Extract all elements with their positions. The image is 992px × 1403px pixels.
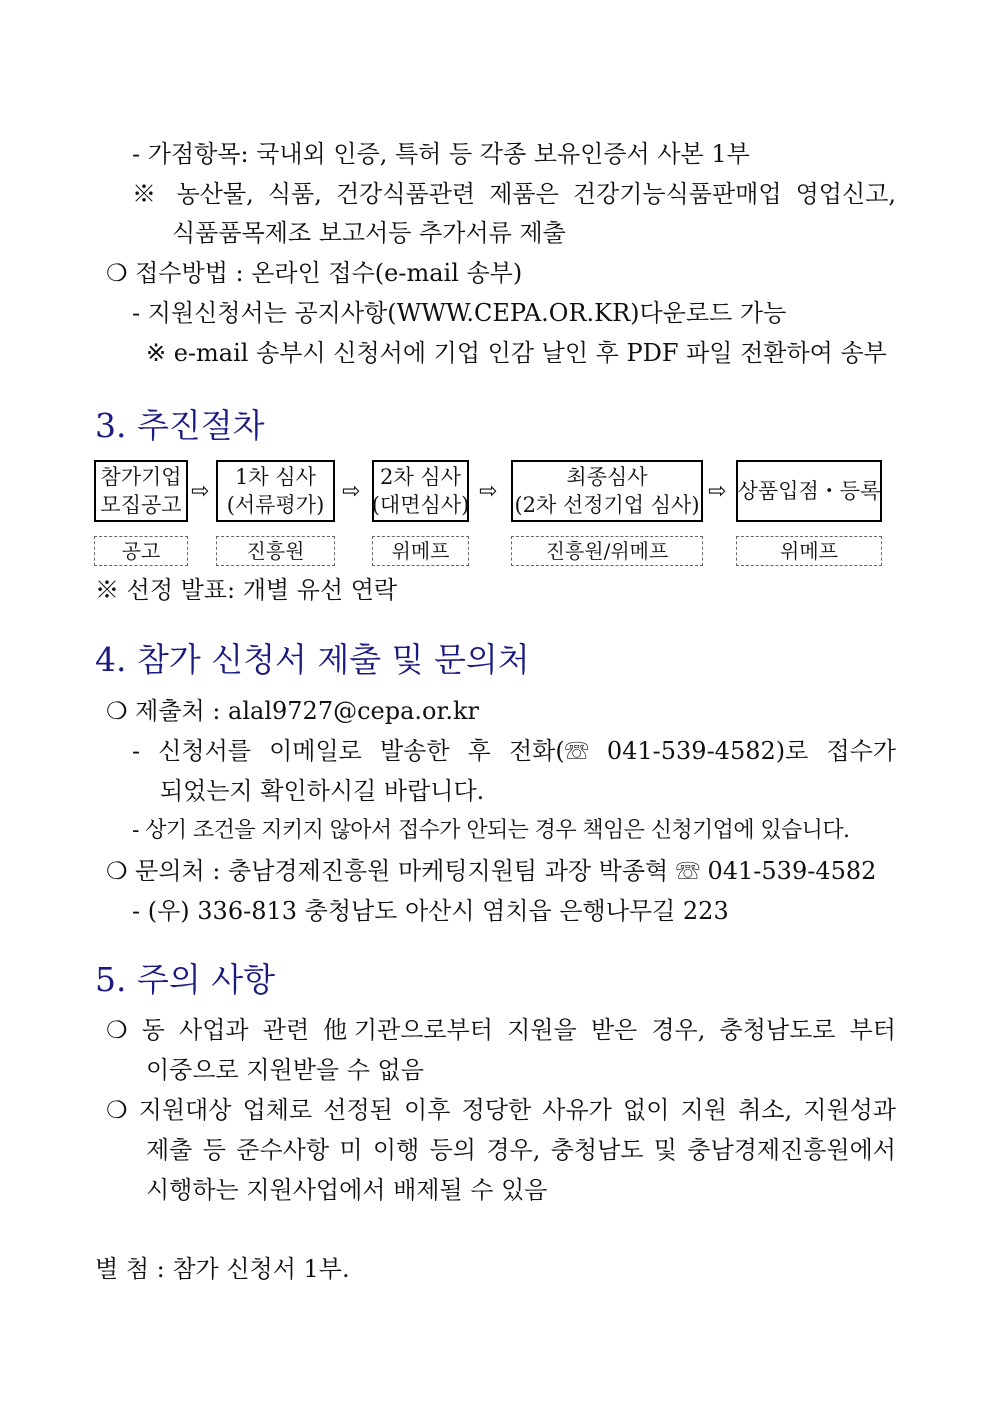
- caution-item-2-cont1: 제출 등 준수사항 미 이행 등의 경우, 충청남도 및 충남경제진흥원에서: [146, 1136, 896, 1164]
- process-step-5: [736, 460, 882, 522]
- process-step-4-line2: (2차 선정기업 심사): [514, 493, 700, 517]
- process-step-4-line1: 최종심사: [566, 465, 648, 489]
- section-3-title: 3. 추진절차: [95, 406, 265, 445]
- caution-item-1: ❍ 동 사업과 관련 他기관으로부터 지원을 받은 경우, 충청남도로 부터: [106, 1016, 896, 1044]
- food-products-note: ※ 농산물, 식품, 건강식품관련 제품은 건강기능식품판매업 영업신고,: [132, 180, 896, 208]
- submission-confirm-note-cont: 되었는지 확인하시길 바랍니다.: [160, 777, 485, 805]
- responsibility-note: - 상기 조건을 지키지 않아서 접수가 안되는 경우 책임은 신청기업에 있습니다.: [132, 818, 850, 843]
- section-4-title: 4. 참가 신청서 제출 및 문의처: [95, 640, 530, 679]
- process-step-1-org: 공고: [94, 536, 188, 566]
- process-step-3-org: 위메프: [372, 536, 469, 566]
- process-step-3-line2: (대면심사): [371, 493, 470, 517]
- process-step-2-line1: 1차 심사: [235, 465, 316, 489]
- process-step-3: [372, 460, 469, 522]
- submission-method-note: ※ e-mail 송부시 신청서에 기업 인감 날인 후 PDF 파일 전환하여 송부: [146, 339, 887, 367]
- process-step-4-org: 진흥원/위메프: [511, 536, 703, 566]
- contact-info: ❍ 문의처 : 충남경제진흥원 마케팅지원팀 과장 박종혁 ☏ 041-539-4582: [106, 857, 877, 885]
- section-5-title: 5. 주의 사항: [95, 960, 275, 999]
- caution-item-2: ❍ 지원대상 업체로 선정된 이후 정당한 사유가 없이 지원 취소, 지원성과: [106, 1096, 896, 1124]
- arrow-right-icon: ⇨: [708, 479, 727, 504]
- process-step-5-org: 위메프: [736, 536, 882, 566]
- postal-address: - (우) 336-813 충청남도 아산시 염치읍 은행나무길 223: [132, 897, 729, 925]
- arrow-right-icon: ⇨: [479, 479, 498, 504]
- submission-confirm-note: - 신청서를 이메일로 발송한 후 전화(☏ 041-539-4582)로 접수가: [132, 737, 896, 765]
- bonus-items-line: - 가점항목: 국내외 인증, 특허 등 각종 보유인증서 사본 1부: [132, 140, 750, 168]
- submission-method: ❍ 접수방법 : 온라인 접수(e-mail 송부): [106, 259, 523, 287]
- submission-address: ❍ 제출처 : alal9727@cepa.or.kr: [106, 697, 479, 725]
- arrow-right-icon: ⇨: [191, 479, 210, 504]
- process-step-5-line1: 상품입점・등록: [737, 479, 881, 503]
- submission-method-sub: - 지원신청서는 공지사항(WWW.CEPA.OR.KR)다운로드 가능: [132, 299, 787, 327]
- selection-announcement-note: ※ 선정 발표: 개별 유선 연락: [95, 576, 398, 604]
- process-step-3-line1: 2차 심사: [380, 465, 461, 489]
- process-step-4: [511, 460, 703, 522]
- process-step-2-org: 진흥원: [216, 536, 335, 566]
- process-step-1: [94, 460, 188, 522]
- process-step-1-line1: 참가기업: [100, 465, 182, 489]
- process-step-1-line2: 모집공고: [100, 493, 182, 517]
- process-step-2-line2: (서류평가): [226, 493, 325, 517]
- attachment-note: 별 첨 : 참가 신청서 1부.: [95, 1255, 350, 1283]
- process-step-2: [216, 460, 335, 522]
- caution-item-1-cont: 이중으로 지원받을 수 없음: [146, 1056, 424, 1084]
- arrow-right-icon: ⇨: [342, 479, 361, 504]
- food-products-note-cont: 식품품목제조 보고서등 추가서류 제출: [172, 219, 566, 247]
- caution-item-2-cont2: 시행하는 지원사업에서 배제될 수 있음: [146, 1176, 548, 1204]
